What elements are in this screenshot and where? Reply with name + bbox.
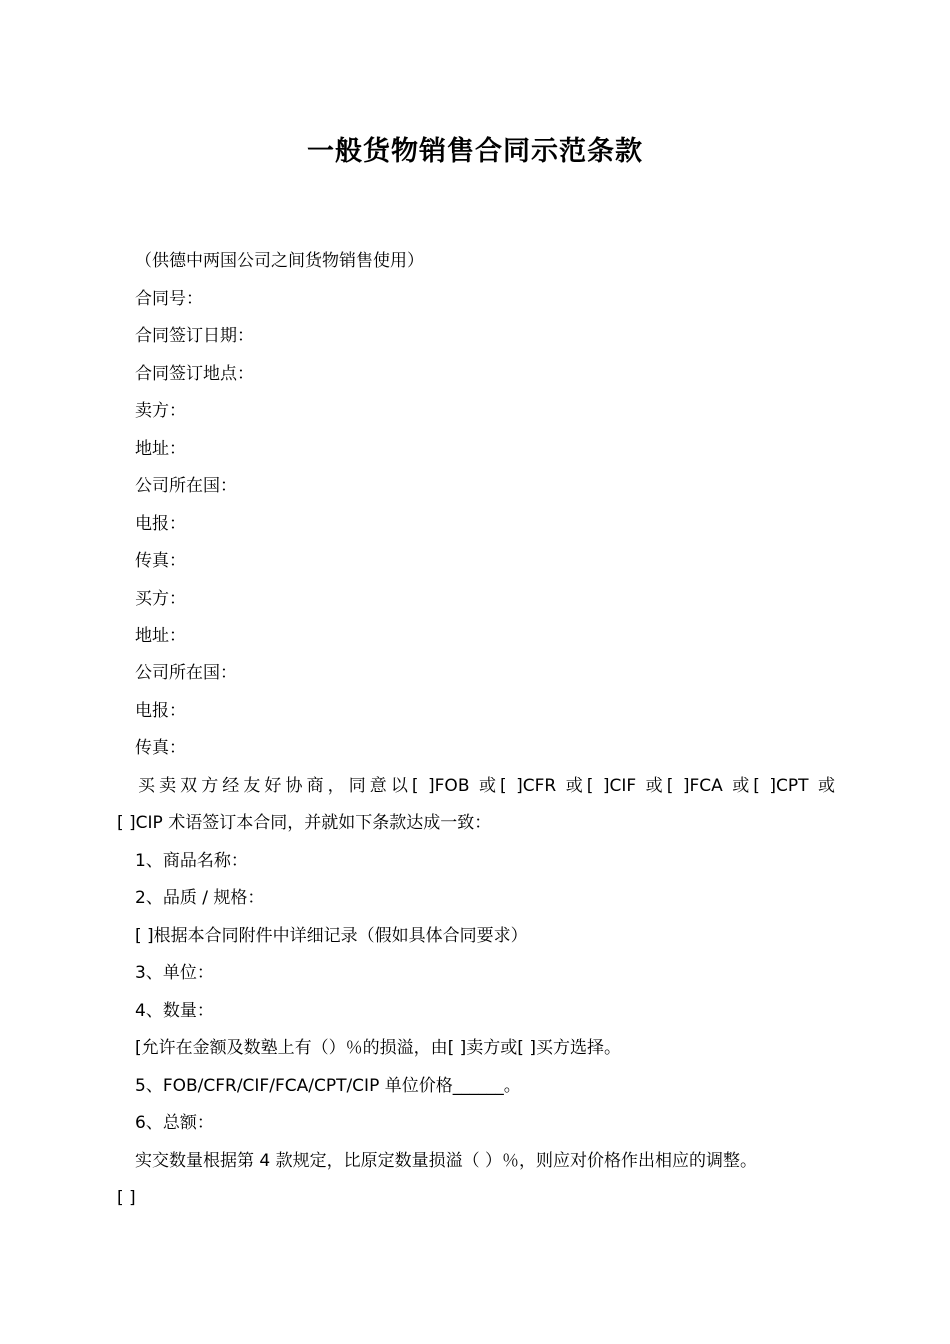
buyer-telegram-label: 电报：	[135, 701, 186, 721]
buyer-address-label: 地址：	[135, 626, 186, 646]
contract-place-label: 合同签订地点：	[135, 364, 254, 384]
seller-telegram-label: 电报：	[135, 514, 186, 534]
buyer-country-label: 公司所在国：	[135, 663, 237, 683]
price-adjustment-note: 实交数量根据第 4 款规定，比原定数量损溢（ ）％，则应对价格作出相应的调整。	[135, 1151, 758, 1171]
agreement-paragraph-line-1: 买卖双方经友好协商，同意以[ ]FOB 或[ ]CFR 或[ ]CIF 或[ ]FCA 或[ ]CPT 或	[138, 776, 835, 796]
contract-date-label: 合同签订日期：	[135, 326, 254, 346]
clause-quantity: 4、数量：	[135, 1001, 214, 1021]
buyer-fax-label: 传真：	[135, 738, 186, 758]
clause-quality-specification: 2、品质 / 规格：	[135, 888, 265, 908]
seller-country-label: 公司所在国：	[135, 476, 237, 496]
seller-fax-label: 传真：	[135, 551, 186, 571]
clause-product-name: 1、商品名称：	[135, 851, 248, 871]
clause-total-amount: 6、总额：	[135, 1113, 214, 1133]
contract-number-label: 合同号：	[135, 289, 203, 309]
clause-unit-price: 5、FOB/CFR/CIF/FCA/CPT/CIP 单位价格______。	[135, 1076, 521, 1096]
clause-attachment-option: [ ]根据本合同附件中详细记录（假如具体合同要求）	[135, 926, 528, 946]
usage-note: （供德中两国公司之间货物销售使用）	[135, 251, 424, 271]
agreement-paragraph-line-2: [ ]CIP 术语签订本合同，并就如下条款达成一致：	[117, 813, 492, 833]
buyer-label: 买方：	[135, 589, 186, 609]
trailing-checkbox: [ ]	[117, 1188, 136, 1208]
document-title: 一般货物销售合同示范条款	[307, 136, 643, 167]
quantity-tolerance-note: [允许在金额及数塾上有（）％的损溢，由[ ]卖方或[ ]买方选择。	[135, 1038, 621, 1058]
seller-label: 卖方：	[135, 401, 186, 421]
clause-unit: 3、单位：	[135, 963, 214, 983]
seller-address-label: 地址：	[135, 439, 186, 459]
